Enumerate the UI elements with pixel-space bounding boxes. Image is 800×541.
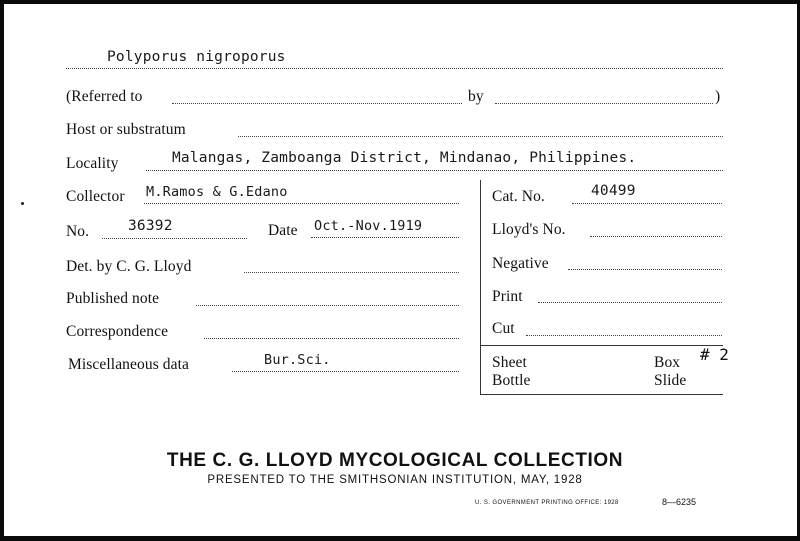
number-value: 36392 [128,218,173,234]
by-field [495,103,713,104]
locality-value: Malangas, Zamboanga District, Mindanao, Philippines. [172,150,637,166]
locality-field [146,170,723,171]
published-label: Published note [66,290,160,307]
collector-label: Collector [66,188,125,205]
collector-value: M.Ramos & G.Edano [146,184,288,200]
box-number-value: # 2 [700,345,729,364]
slide-label: Slide [654,372,687,389]
host-field [238,136,723,137]
lloyds-no-label: Lloyd's No. [492,221,566,238]
scan-border-bottom [0,536,800,541]
referred-to-label: (Referred to [66,88,143,105]
bottle-label: Bottle [492,372,531,389]
panel-bottom-rule [480,394,723,395]
sheet-label: Sheet [492,354,527,371]
misc-label: Miscellaneous data [68,356,190,373]
det-field [244,272,459,273]
scan-speck [21,202,24,205]
correspondence-label: Correspondence [66,323,169,340]
misc-field [232,371,459,372]
host-label: Host or substratum [66,121,186,138]
number-label: No. [66,223,90,240]
species-line [66,68,723,69]
species-name: Polyporus nigroporus [107,49,286,65]
print-label: Print [492,288,523,305]
correspondence-field [204,338,459,339]
misc-value: Bur.Sci. [264,352,331,368]
cat-no-value: 40499 [591,183,636,199]
collection-title: THE C. G. LLOYD MYCOLOGICAL COLLECTION [166,450,624,471]
panel-separator [480,345,723,346]
scan-border-top [0,0,800,4]
locality-label: Locality [66,155,119,172]
date-field [311,237,459,238]
date-label: Date [268,222,298,239]
published-field [196,305,459,306]
cut-label: Cut [492,320,515,337]
cat-no-label: Cat. No. [492,188,545,205]
cat-no-field [572,203,722,204]
negative-label: Negative [492,255,549,272]
by-label: by [468,88,484,105]
presented-line: PRESENTED TO THE SMITHSONIAN INSTITUTION, MAY, 1928 [207,474,583,486]
referred-to-field [172,103,462,104]
date-value: Oct.-Nov.1919 [314,218,423,234]
gpo-imprint: U. S. GOVERNMENT PRINTING OFFICE: 1928 [475,500,619,506]
form-number: 8—6235 [662,497,697,507]
panel-divider [480,180,481,395]
print-field [538,302,722,303]
box-label: Box [654,354,681,371]
cut-field [526,335,722,336]
lloyds-no-field [590,236,722,237]
collector-field [144,203,459,204]
close-paren: ) [715,88,721,105]
det-label: Det. by C. G. Lloyd [66,258,192,275]
negative-field [568,269,722,270]
number-field [102,238,247,239]
